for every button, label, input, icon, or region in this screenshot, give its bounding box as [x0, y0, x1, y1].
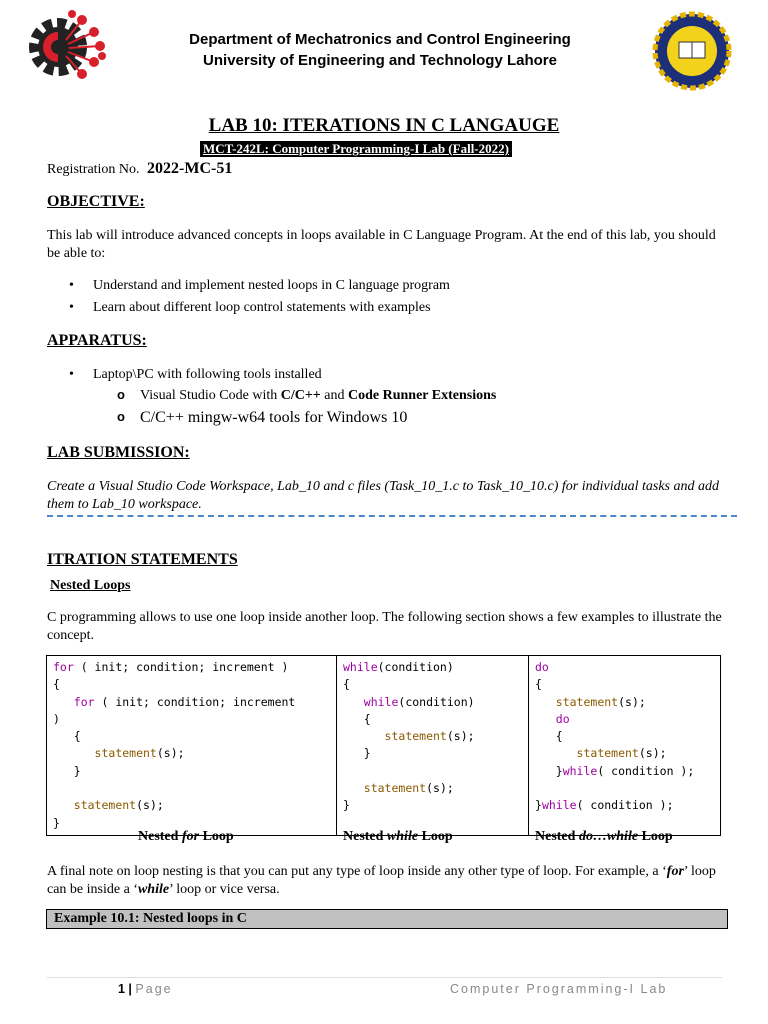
code-text: (condition)	[398, 694, 475, 709]
department-name: Department of Mechatronics and Control Engineering	[189, 31, 571, 48]
code-keyword: while	[363, 694, 399, 709]
list-subitem: o C/C++ mingw-w64 tools for Windows 10	[47, 406, 722, 430]
code-text: {	[535, 729, 563, 744]
code-line	[53, 745, 330, 762]
list-item: • Learn about different loop control statements with examples	[47, 297, 722, 319]
code-line	[535, 728, 714, 745]
example-heading: Example 10.1: Nested loops in C	[46, 909, 728, 929]
code-function: statement	[363, 781, 427, 796]
code-line	[535, 745, 714, 762]
registration-label: Registration No.	[47, 162, 140, 177]
code-line	[53, 676, 330, 693]
code-text: }	[343, 798, 350, 813]
page-separator: |	[124, 982, 136, 996]
code-text	[53, 695, 74, 709]
caption-text: Nested	[138, 829, 182, 844]
code-function: statement	[73, 798, 137, 813]
page-title: LAB 10: ITERATIONS IN C LANGAUGE	[208, 115, 560, 136]
code-text: (condition)	[377, 660, 454, 674]
note-emphasis: for	[666, 864, 684, 879]
objective-list	[47, 275, 722, 319]
apparatus-list	[47, 364, 722, 430]
code-function: statement	[94, 746, 157, 761]
note-text: ’ loop can be inside a ‘	[47, 864, 716, 897]
list-item: • Laptop\PC with following tools installed	[47, 364, 722, 386]
code-text	[343, 781, 364, 795]
sub-bold: Code Runner Extensions	[348, 388, 497, 403]
caption-while	[343, 829, 453, 845]
course-subtitle: MCT-242L: Computer Programming-I Lab (Fall-2022)	[200, 141, 512, 157]
registration	[47, 160, 232, 178]
code-line	[343, 676, 522, 693]
university-name: University of Engineering and Technology Lahore	[203, 52, 557, 69]
code-text: ( condition );	[576, 798, 674, 813]
final-note	[47, 863, 722, 899]
code-keyword: while	[343, 660, 378, 674]
iteration-heading: ITRATION STATEMENTS	[47, 551, 238, 568]
code-function: statement	[384, 729, 447, 744]
code-keyword: do	[555, 711, 570, 726]
code-line	[535, 659, 714, 676]
code-text: ( init; condition; increment )	[73, 660, 289, 674]
nested-loops-heading: Nested Loops	[50, 578, 131, 593]
caption-italic: for	[181, 829, 200, 844]
objective-heading: OBJECTIVE:	[47, 193, 145, 210]
caption-text: Nested	[343, 829, 387, 844]
code-line	[343, 745, 522, 762]
note-text: A final note on loop nesting is that you can put any type of loop inside any other type of loop. For example, a ‘	[47, 864, 667, 879]
code-line	[343, 763, 522, 780]
code-line	[343, 711, 522, 728]
code-text: (s);	[446, 729, 475, 744]
code-text: }	[53, 763, 81, 778]
code-text: (s);	[156, 746, 185, 761]
code-line	[535, 780, 714, 797]
submission-heading: LAB SUBMISSION:	[47, 444, 190, 461]
code-text: }	[535, 763, 563, 778]
code-line	[53, 694, 330, 711]
code-line	[535, 711, 714, 728]
footer-course: Computer Programming-I Lab	[450, 982, 668, 996]
department-logo	[22, 10, 110, 85]
code-line	[343, 780, 522, 797]
code-line	[343, 694, 522, 711]
registration-value: 2022-MC-51	[147, 160, 233, 177]
objective-text: This lab will introduce advanced concepts in loops available in C Language Program. At the end of this lab, you should be able to:	[47, 228, 716, 261]
code-cell-while	[337, 656, 529, 836]
code-text: (s);	[426, 781, 454, 796]
code-keyword: while	[541, 798, 577, 813]
code-cell-for	[47, 656, 337, 836]
code-text: {	[343, 711, 371, 726]
code-text	[343, 729, 385, 743]
code-text	[343, 695, 364, 709]
caption-text: Loop	[638, 829, 673, 844]
code-text: }	[535, 798, 542, 813]
code-line	[53, 711, 330, 728]
footer-page	[118, 982, 173, 996]
code-keyword: for	[73, 694, 95, 709]
code-text: {	[535, 677, 542, 692]
list-subitem	[47, 386, 722, 406]
code-cell-do-while	[529, 656, 721, 836]
code-line	[53, 659, 330, 676]
code-text	[535, 695, 556, 709]
code-text: {	[53, 729, 81, 744]
code-text: {	[53, 677, 60, 692]
sub-text: Visual Studio Code with	[140, 388, 281, 403]
code-text: {	[343, 677, 350, 692]
code-line	[53, 728, 330, 745]
code-keyword: while	[562, 763, 598, 778]
code-line	[343, 728, 522, 745]
code-line	[53, 763, 330, 780]
code-text	[53, 798, 74, 812]
code-text	[535, 712, 556, 726]
code-function: statement	[576, 746, 639, 761]
code-text: ( init; condition; increment	[94, 694, 296, 709]
code-text	[53, 746, 95, 760]
code-line	[535, 676, 714, 693]
code-keyword: do	[535, 660, 549, 674]
sub-text: and	[320, 388, 349, 403]
caption-text: Loop	[418, 829, 453, 844]
divider	[47, 515, 737, 517]
code-line	[343, 659, 522, 676]
code-line	[535, 694, 714, 711]
submission-text: Create a Visual Studio Code Workspace, Lab_10 and c files (Task_10_1.c to Task_10_10.c) for individual tasks and add them to Lab_10 workspace.	[47, 479, 719, 512]
caption-text: Nested	[535, 829, 579, 844]
code-text: )	[53, 711, 60, 726]
code-line	[53, 780, 330, 797]
footer-divider	[47, 977, 722, 978]
code-text: (s);	[136, 798, 164, 813]
code-table	[46, 655, 721, 836]
note-emphasis: while	[137, 882, 170, 897]
code-line	[53, 797, 330, 814]
university-seal	[651, 10, 733, 92]
code-text: (s);	[638, 746, 667, 761]
caption-italic: do…while	[578, 829, 639, 844]
caption-for	[138, 829, 234, 845]
page-label: Page	[135, 982, 173, 996]
code-function: statement	[555, 694, 619, 709]
note-text: ’ loop or vice versa.	[169, 882, 280, 897]
code-keyword: for	[53, 660, 74, 674]
code-text	[535, 746, 577, 760]
apparatus-heading: APPARATUS:	[47, 332, 147, 349]
caption-do-while	[535, 829, 673, 845]
code-line	[535, 797, 714, 814]
page-number: 1	[118, 982, 125, 996]
iteration-intro: C programming allows to use one loop inside another loop. The following section shows a few examples to illustrate the concept.	[47, 610, 722, 643]
code-text: ( condition );	[597, 763, 695, 778]
code-line	[535, 763, 714, 780]
list-item: • Understand and implement nested loops in C language program	[47, 275, 722, 297]
code-text: (s);	[618, 694, 646, 709]
caption-text: Loop	[199, 829, 234, 844]
code-text: }	[53, 815, 60, 830]
caption-italic: while	[386, 829, 419, 844]
code-text: }	[343, 746, 371, 761]
code-line	[343, 797, 522, 814]
sub-bold: C/C++	[280, 388, 321, 403]
